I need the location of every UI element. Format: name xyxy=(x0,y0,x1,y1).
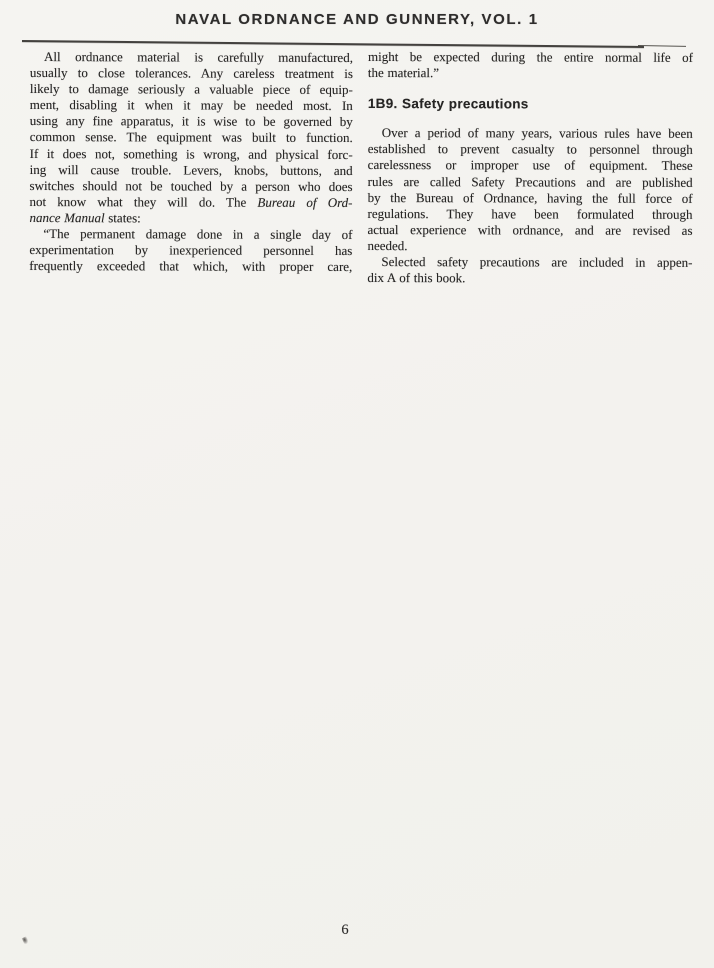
running-head-title: NAVAL ORDNANCE AND GUNNERY, VOL. 1 xyxy=(175,11,539,28)
text-line: established to prevent casualty to personnel through xyxy=(367,141,693,158)
text-line: using any fine apparatus, it is wise to be governed by xyxy=(29,113,353,130)
text-line: ment, disabling it when it may be needed most. In xyxy=(29,97,353,114)
text-line: might be expected during the entire normal life of xyxy=(367,49,693,65)
text-line: carelessness or improper use of equipment. These xyxy=(367,157,693,174)
page-number: 6 xyxy=(341,922,349,938)
paragraph xyxy=(367,125,692,255)
text-line: All ordnance material is carefully manufactured, xyxy=(43,49,353,66)
text-line: Over a period of many years, various rules have been xyxy=(381,125,693,142)
text-line: frequently exceeded that which, with proper care, xyxy=(29,258,353,275)
section-heading-1b9: 1B9. Safety precautions xyxy=(367,96,529,112)
paragraph xyxy=(29,49,353,227)
text-line: the material.” xyxy=(367,65,440,81)
text-line: switches should not be touched by a person who does xyxy=(29,177,353,194)
text-line: not know what they will do. The Bureau of Ord- xyxy=(29,193,353,210)
text-line: actual experience with ordnance, and are revised as xyxy=(367,221,693,238)
header-rule xyxy=(22,40,644,48)
left-text-column xyxy=(29,49,353,275)
text-line: common sense. The equipment was built to function. xyxy=(29,129,353,146)
text-line: If it does not, something is wrong, and physical forc- xyxy=(29,145,353,162)
text-line: experimentation by inexperienced personnel has xyxy=(29,242,353,259)
text-line: nance Manual states: xyxy=(29,209,141,226)
text-line: by the Bureau of Ordnance, having the full force of xyxy=(367,189,693,206)
paragraph xyxy=(29,226,352,275)
continuation-paragraph xyxy=(368,49,693,82)
text-line: likely to damage seriously a valuable piece of equip- xyxy=(29,81,353,98)
paragraph xyxy=(368,49,693,82)
right-text-column xyxy=(367,49,693,287)
text-line: rules are called Safety Precautions and are published xyxy=(367,173,693,190)
text-line: ing will cause trouble. Levers, knobs, buttons, and xyxy=(29,161,353,178)
header-rule-end-segment xyxy=(638,45,686,47)
text-line: Selected safety precautions are included in appen- xyxy=(381,254,693,270)
text-line: regulations. They have been formulated through xyxy=(367,205,693,222)
text-line: dix A of this book. xyxy=(367,270,466,286)
paragraph xyxy=(367,254,692,287)
safety-precautions-paragraphs xyxy=(367,125,692,287)
text-line: usually to close tolerances. Any careless treatment is xyxy=(29,65,353,82)
text-line: needed. xyxy=(367,237,408,254)
text-line: “The permanent damage done in a single day of xyxy=(43,226,353,243)
